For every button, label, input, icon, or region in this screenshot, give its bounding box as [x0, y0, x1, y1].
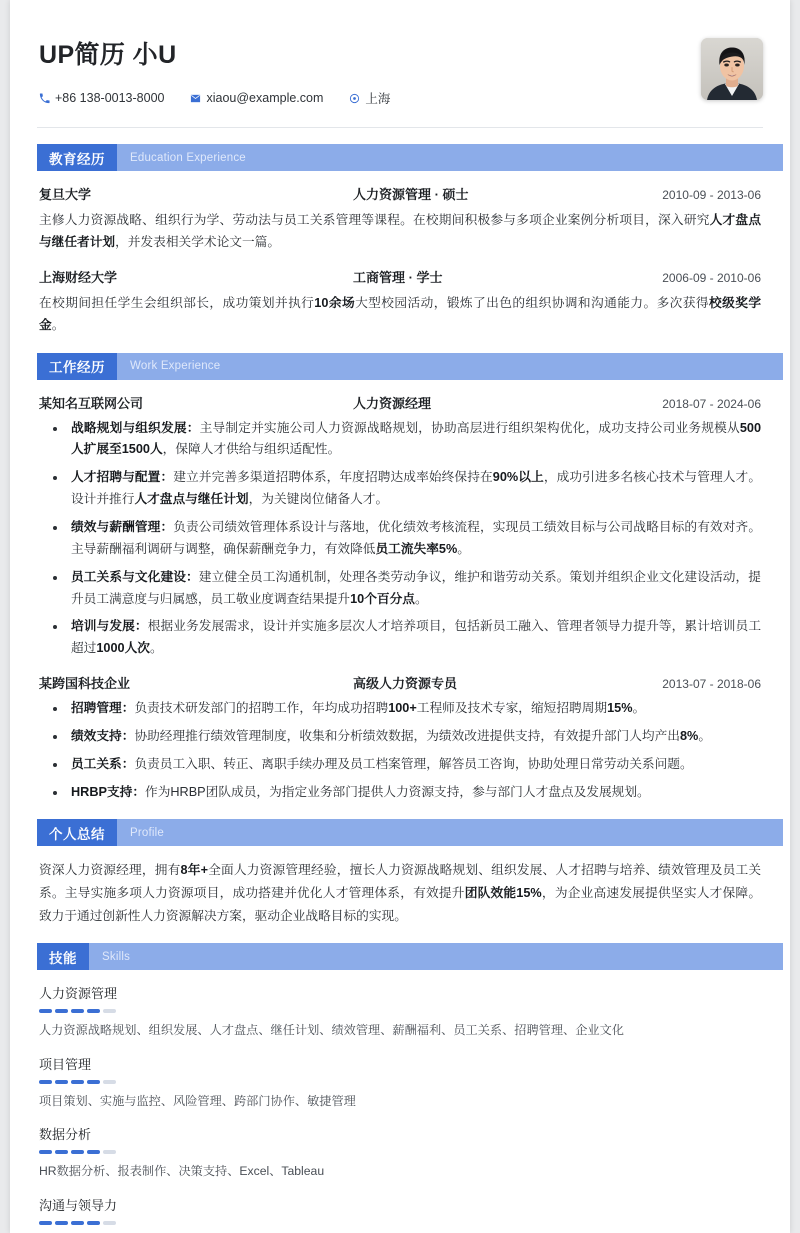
- work-bullet: [39, 698, 761, 720]
- skill-rating: [39, 1080, 761, 1084]
- work-company: 某知名互联网公司: [39, 395, 144, 411]
- text-run: 建立健全员工沟通机制，处理各类劳动争议，维护和谐劳动关系。策划并组织企业文化建设活动，提升员工满意度与归属感，员工敬业度调查结果提升: [71, 569, 761, 606]
- text-run: 。: [415, 591, 428, 606]
- text-run-bold: 10余场: [314, 295, 356, 310]
- skill-rating-segment: [55, 1150, 68, 1154]
- section-header-education: [37, 144, 783, 171]
- work-date: 2013-07 - 2018-06: [662, 677, 761, 692]
- text-run: ，为关键岗位储备人才。: [248, 492, 389, 507]
- text-run: 作为HRBP团队成员，为指定业务部门提供人力资源支持，参与部门人才盘点及发展规划。: [145, 784, 650, 799]
- text-run-bold: 团队效能15%: [464, 886, 542, 901]
- contact-email-value: xiaou@example.com: [206, 91, 324, 106]
- skill-rating-segment: [55, 1221, 68, 1225]
- skill-rating-segment: [103, 1009, 116, 1013]
- skill-rating: [39, 1150, 761, 1154]
- section-title-cn: 个人总结: [37, 819, 117, 846]
- work-entry-header: [39, 673, 761, 692]
- work-bullet: [39, 754, 761, 776]
- skill-name: 项目管理: [39, 1056, 92, 1072]
- contact-location: [349, 89, 390, 107]
- text-run: 负责技术研发部门的招聘工作，年均成功招聘: [134, 701, 389, 716]
- section-title-en: Profile: [130, 826, 164, 839]
- text-run-bold: 100+: [388, 701, 417, 716]
- skill-rating-segment: [39, 1150, 52, 1154]
- section-education: [37, 144, 763, 336]
- skill-item: [39, 1124, 761, 1182]
- bullet-label: 绩效与薪酬管理：: [71, 520, 174, 534]
- education-description: [39, 210, 761, 254]
- section-skills: [37, 943, 763, 1225]
- text-run: ，为企业高速发展提供坚实人才保障。致力于通过创新性人力资源解决方案，驱动企业战略目标的实现。: [39, 886, 762, 923]
- section-title-en: Skills: [102, 950, 131, 963]
- text-run: ，保障人才供给与组织适配性。: [162, 442, 341, 457]
- text-run-bold: 10个百分点: [350, 591, 415, 606]
- skill-tags: 人力资源战略规划、组织发展、人才盘点、继任计划、绩效管理、薪酬福利、员工关系、招聘管理、企业文化: [39, 1023, 624, 1038]
- education-entry-header: [39, 267, 761, 286]
- resume-header: [37, 0, 763, 128]
- work-bullet-list: [39, 418, 761, 660]
- text-run: 负责员工入职、转正、离职手续办理及员工档案管理，解答员工咨询，协助处理日常劳动关系问题。: [134, 756, 693, 771]
- section-title-cn: 工作经历: [37, 353, 117, 380]
- phone-icon: [39, 93, 50, 104]
- skill-rating-segment: [71, 1150, 84, 1154]
- contact-location-value: 上海: [365, 92, 391, 107]
- skill-rating-segment: [87, 1080, 100, 1084]
- section-header-profile: [37, 819, 783, 846]
- section-profile: [37, 819, 763, 927]
- skill-name: 沟通与领导力: [39, 1197, 118, 1213]
- skill-rating-segment: [103, 1080, 116, 1084]
- text-run: 根据业务发展需求，设计并实施多层次人才培养项目，包括新员工融入、管理者领导力提升等，累计培训员工超过: [71, 619, 762, 656]
- resume-page: [10, 0, 790, 1233]
- skill-rating-segment: [87, 1221, 100, 1225]
- education-degree: 人力资源管理 · 硕士: [353, 187, 469, 203]
- bullet-label: HRBP支持：: [71, 784, 146, 799]
- education-date: 2010-09 - 2013-06: [662, 188, 761, 203]
- profile-summary: [39, 859, 761, 927]
- section-title-cn: 教育经历: [37, 144, 117, 171]
- skill-rating-segment: [71, 1221, 84, 1225]
- skill-rating-segment: [103, 1221, 116, 1225]
- skill-rating-segment: [71, 1080, 84, 1084]
- text-run: ，并发表相关学术论文一篇。: [115, 235, 281, 250]
- work-bullet-list: [39, 698, 761, 803]
- education-entry-header: [39, 184, 761, 203]
- work-position: 人力资源经理: [353, 395, 432, 411]
- text-run-bold: 500人扩展至1500人: [71, 420, 762, 457]
- bullet-label: 员工关系：: [71, 756, 135, 771]
- text-run-bold: 校级奖学金: [39, 295, 762, 332]
- text-run-bold: 8%: [680, 728, 699, 743]
- work-bullet: [39, 616, 761, 660]
- text-run: 主导制定并实施公司人力资源战略规划，协助高层进行组织架构优化，成功支持公司业务规模从: [199, 420, 740, 435]
- avatar: [701, 38, 763, 100]
- work-bullet: [39, 418, 761, 462]
- skill-rating-segment: [55, 1009, 68, 1013]
- skill-rating-segment: [87, 1150, 100, 1154]
- work-entry: [39, 673, 761, 803]
- skill-rating-segment: [39, 1009, 52, 1013]
- email-icon: [190, 93, 201, 104]
- contact-email: [190, 91, 323, 105]
- text-run-bold: 90%以上: [492, 470, 544, 485]
- skill-item: [39, 1054, 761, 1112]
- contact-list: [39, 89, 763, 117]
- bullet-label: 培训与发展：: [71, 619, 148, 634]
- text-run: 全面人力资源管理经验，擅长人力资源战略规划、组织发展、人才招聘与培养、绩效管理及员工关系。主导实施多项人力资源项目，成功搭建并优化人才管理体系，有效提升: [39, 863, 762, 901]
- text-run: 。: [149, 641, 163, 656]
- text-run-bold: 1000人次: [96, 641, 150, 656]
- text-run: 资深人力资源经理，拥有: [39, 863, 181, 878]
- page-title: UP简历 小U: [39, 41, 177, 69]
- skill-rating-segment: [55, 1080, 68, 1084]
- text-run: ，成功引进多名核心技术与管理人才。设计并推行: [71, 470, 762, 507]
- skill-tags: HR数据分析、报表制作、决策支持、Excel、Tableau: [39, 1164, 325, 1179]
- work-entry-header: [39, 393, 761, 412]
- work-date: 2018-07 - 2024-06: [662, 396, 761, 411]
- education-entry: [39, 267, 761, 337]
- text-run-bold: 员工流失率5%: [375, 541, 458, 556]
- text-run: 建立并完善多渠道招聘体系，年度招聘达成率始终保持在: [173, 470, 493, 485]
- skill-rating: [39, 1221, 761, 1225]
- skill-name: 数据分析: [39, 1127, 92, 1143]
- work-bullet: [39, 726, 761, 748]
- education-degree: 工商管理 · 学士: [353, 269, 443, 285]
- work-company: 某跨国科技企业: [39, 676, 131, 692]
- work-bullet: [39, 567, 761, 611]
- text-run-bold: 人才盘点与继任者计划: [39, 213, 762, 250]
- skill-rating-segment: [39, 1221, 52, 1225]
- section-work: [37, 353, 763, 804]
- skill-item: [39, 1195, 761, 1225]
- text-run: 主修人力资源战略、组织行为学、劳动法与员工关系管理等课程。在校期间积极参与多项企业案例分析项目，深入研究: [39, 213, 710, 228]
- section-title-en: Education Experience: [130, 151, 246, 164]
- skill-rating: [39, 1009, 761, 1013]
- bullet-label: 战略规划与组织发展：: [71, 420, 200, 435]
- text-run: 。: [632, 701, 646, 716]
- section-header-skills: [37, 943, 783, 970]
- work-bullet: [39, 782, 761, 804]
- bullet-label: 员工关系与文化建设：: [71, 569, 199, 584]
- text-run-bold: 8年+: [180, 863, 208, 878]
- skill-name: 人力资源管理: [39, 986, 118, 1002]
- text-run: 协助经理推行绩效管理制度，收集和分析绩效数据，为绩效改进提供支持，有效提升部门人均产出: [134, 728, 680, 743]
- text-run-bold: 人才盘点与继任计划: [134, 492, 249, 507]
- education-date: 2006-09 - 2010-06: [662, 270, 761, 285]
- skill-rating-segment: [87, 1009, 100, 1013]
- avatar-photo: [701, 38, 763, 100]
- text-run: 负责公司绩效管理体系设计与落地，优化绩效考核流程，实现员工绩效目标与公司战略目标的有效对齐。主导薪酬福利调研与调整，确保薪酬竞争力，有效降低: [71, 520, 762, 556]
- bullet-label: 人才招聘与配置：: [71, 470, 174, 485]
- section-title-en: Work Experience: [130, 360, 221, 373]
- location-icon: [349, 93, 360, 104]
- contact-phone-value: +86 138-0013-8000: [55, 91, 165, 106]
- section-header-work: [37, 353, 783, 380]
- skill-item: [39, 983, 761, 1041]
- bullet-label: 招聘管理：: [71, 701, 135, 716]
- education-entry: [39, 184, 761, 254]
- work-entry: [39, 393, 761, 660]
- text-run: 。: [457, 541, 470, 556]
- work-position: 高级人力资源专员: [353, 676, 458, 692]
- bullet-label: 绩效支持：: [71, 728, 135, 743]
- education-school: 上海财经大学: [39, 269, 118, 285]
- text-run: 在校期间担任学生会组织部长，成功策划并执行: [39, 295, 315, 310]
- section-title-cn: 技能: [37, 943, 89, 970]
- text-run: 大型校园活动，锻炼了出色的组织协调和沟通能力。多次获得: [355, 295, 709, 310]
- text-run: 。: [698, 728, 712, 743]
- skill-rating-segment: [103, 1150, 116, 1154]
- skill-tags: 项目策划、实施与监控、风险管理、跨部门协作、敏捷管理: [39, 1093, 356, 1108]
- contact-phone: [39, 91, 164, 105]
- text-run: 。: [51, 317, 65, 332]
- education-description: [39, 293, 761, 337]
- work-bullet: [39, 517, 761, 561]
- education-school: 复旦大学: [39, 187, 92, 203]
- text-run-bold: 15%: [607, 701, 633, 716]
- skill-rating-segment: [39, 1080, 52, 1084]
- text-run: 工程师及技术专家，缩短招聘周期: [416, 701, 608, 716]
- work-bullet: [39, 467, 761, 511]
- skill-rating-segment: [71, 1009, 84, 1013]
